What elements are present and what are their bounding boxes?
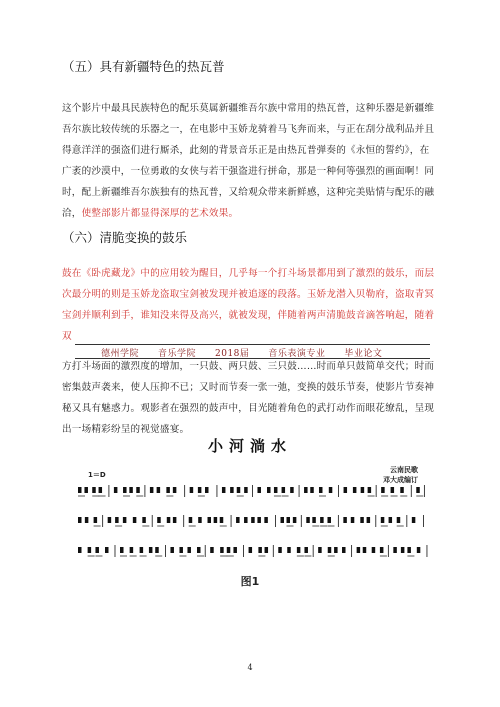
note-glyph bbox=[190, 487, 194, 493]
note-glyph bbox=[220, 547, 224, 553]
note-glyph bbox=[244, 517, 248, 523]
note-glyph bbox=[236, 517, 240, 523]
body-line: 宝剑并顺利到手，谁知没来得及高兴，就被发现，伴随着两声清脆鼓音滴答响起，随着 bbox=[62, 310, 435, 321]
note-glyph bbox=[417, 547, 421, 553]
score-notation bbox=[70, 479, 430, 569]
note-glyph bbox=[123, 487, 127, 493]
note-glyph bbox=[367, 517, 371, 523]
note-glyph bbox=[306, 517, 310, 523]
note-glyph bbox=[173, 517, 177, 523]
note-glyph bbox=[290, 487, 294, 493]
note-glyph bbox=[380, 547, 384, 553]
note-glyph bbox=[155, 547, 159, 553]
note-glyph bbox=[312, 517, 316, 523]
note-glyph bbox=[401, 547, 405, 553]
body-line: 鼓在《卧虎藏龙》中的应用较为醒目，几乎每一个打斗场景都用到了激烈的鼓乐，而层 bbox=[62, 268, 435, 279]
note-glyph bbox=[391, 487, 395, 493]
note-glyph bbox=[334, 547, 338, 553]
note-glyph bbox=[123, 517, 127, 523]
note-glyph bbox=[357, 547, 361, 553]
divider bbox=[75, 344, 430, 345]
note-glyph bbox=[249, 547, 253, 553]
note-glyph bbox=[287, 517, 291, 523]
note-glyph bbox=[304, 487, 308, 493]
note-glyph bbox=[281, 517, 285, 523]
score-origin: 云南民歌 bbox=[390, 466, 418, 474]
note-glyph bbox=[342, 547, 346, 553]
body-line: 时，配上新疆维吾尔族独有的热瓦普，又给观众带来新鲜感，这种完美贴情与配乐的融 bbox=[62, 187, 435, 198]
note-glyph bbox=[320, 517, 324, 523]
note-glyph bbox=[287, 547, 291, 553]
note-glyph bbox=[99, 487, 103, 493]
section-body bbox=[62, 98, 434, 224]
note-glyph bbox=[78, 487, 82, 493]
note-glyph bbox=[95, 547, 99, 553]
note-glyph bbox=[310, 487, 314, 493]
note-glyph bbox=[397, 517, 401, 523]
note-glyph bbox=[344, 487, 348, 493]
note-glyph bbox=[351, 517, 355, 523]
note-glyph bbox=[297, 547, 301, 553]
note-glyph bbox=[363, 547, 367, 553]
note-glyph bbox=[173, 487, 177, 493]
note-glyph bbox=[114, 487, 118, 493]
note-glyph bbox=[328, 547, 332, 553]
note-glyph bbox=[197, 547, 201, 553]
note-glyph bbox=[412, 517, 416, 523]
note-glyph bbox=[368, 487, 372, 493]
note-glyph bbox=[372, 547, 376, 553]
section-body bbox=[62, 356, 434, 440]
note-glyph bbox=[257, 517, 261, 523]
note-glyph bbox=[187, 547, 191, 553]
note-glyph bbox=[233, 547, 237, 553]
note-glyph bbox=[251, 517, 255, 523]
note-glyph bbox=[179, 547, 183, 553]
note-glyph bbox=[227, 547, 231, 553]
note-glyph bbox=[293, 517, 297, 523]
score-key: 1＝D bbox=[88, 471, 106, 479]
note-glyph bbox=[220, 517, 224, 523]
note-glyph bbox=[167, 517, 171, 523]
note-glyph bbox=[129, 487, 133, 493]
note-glyph bbox=[407, 547, 411, 553]
note-glyph bbox=[157, 487, 161, 493]
note-glyph bbox=[327, 517, 331, 523]
note-glyph bbox=[304, 547, 308, 553]
body-line: 吾尔族比较传统的乐器之一，在电影中玉娇龙骑着马飞奔而来，与正在刮分战利品并且 bbox=[62, 124, 435, 135]
note-glyph bbox=[381, 487, 385, 493]
note-glyph bbox=[210, 547, 214, 553]
body-line-last bbox=[62, 203, 434, 224]
page-number: 4 bbox=[247, 663, 253, 672]
note-glyph bbox=[237, 487, 241, 493]
note-glyph bbox=[108, 517, 112, 523]
note-glyph bbox=[157, 517, 161, 523]
note-glyph bbox=[361, 487, 365, 493]
note-glyph bbox=[88, 547, 92, 553]
note-glyph bbox=[318, 547, 322, 553]
score-arranger: 邓大成编订 bbox=[383, 476, 418, 484]
note-glyph bbox=[85, 517, 88, 523]
note-glyph bbox=[329, 487, 333, 493]
note-glyph bbox=[282, 487, 286, 493]
body-line: 广袤的沙漠中，一位勇敢的女侠与若干强盗进行拼命，那是一种何等强烈的画面啊！同 bbox=[62, 166, 435, 177]
note-glyph bbox=[230, 487, 234, 493]
note-glyph bbox=[166, 487, 170, 493]
body-line: 这个影片中最具民族特色的配乐莫属新疆维吾尔族中常用的热瓦普，这种乐器是新疆维 bbox=[62, 103, 435, 114]
note-glyph bbox=[92, 487, 96, 493]
note-glyph bbox=[150, 487, 154, 493]
note-glyph bbox=[115, 517, 119, 523]
note-glyph bbox=[274, 487, 278, 493]
section-heading: （五）具有新疆特色的热瓦普 bbox=[62, 59, 225, 74]
figure-caption: 图1 bbox=[240, 575, 260, 588]
section-heading: （六）清脆变换的鼓乐 bbox=[62, 230, 188, 245]
note-glyph bbox=[189, 517, 193, 523]
score-title: 小河淌水 bbox=[207, 437, 292, 455]
highlighted-text: 使整部影片都显得深厚的艺术效果。 bbox=[81, 208, 239, 219]
note-glyph bbox=[214, 517, 218, 523]
note-glyph bbox=[264, 517, 268, 523]
body-line: 密集鼓声袭来，使人压抑不已；又时而节奏一张一弛，变换的鼓乐节奏，使影片节奏神 bbox=[62, 382, 435, 393]
note-glyph bbox=[257, 487, 261, 493]
note-glyph bbox=[208, 517, 212, 523]
body-line: 双 bbox=[62, 331, 72, 342]
note-glyph bbox=[198, 487, 202, 493]
note-glyph bbox=[416, 487, 420, 493]
body-line: 方打斗场面的激烈度的增加，一只鼓、两只鼓、三只鼓……时而单只鼓简单交代；时而 bbox=[62, 361, 435, 372]
note-glyph bbox=[222, 487, 226, 493]
body-line: 次最分明的则是玉娇龙盗取宝剑被发现并被追逐的段落。玉娇龙潜入贝勒府，盗取青冥 bbox=[62, 289, 435, 300]
note-glyph bbox=[94, 517, 98, 523]
note-glyph bbox=[149, 547, 153, 553]
note-glyph bbox=[319, 487, 323, 493]
note-glyph bbox=[120, 547, 124, 553]
note-glyph bbox=[133, 517, 137, 523]
section-body-highlighted bbox=[62, 263, 434, 347]
note-glyph bbox=[389, 517, 393, 523]
body-line: 秘又具有魅惑力。观影者在强烈的鼓声中，目光随着角色的武打动作而眼花缭乱，呈现 bbox=[62, 403, 435, 414]
note-glyph bbox=[244, 487, 248, 493]
note-glyph bbox=[400, 487, 404, 493]
thesis-footer-text: 德州学院 音乐学院 2018届 音乐表演专业 毕业论文 bbox=[101, 349, 383, 359]
music-score-figure bbox=[70, 435, 430, 570]
body-line: 出一场精彩纷呈的视觉盛宴。 bbox=[62, 424, 190, 435]
note-glyph bbox=[343, 517, 347, 523]
body-text: 洽， bbox=[62, 208, 82, 219]
body-line: 得意洋洋的强盗们进行厮杀，此刻的背景音乐正是由热瓦普弹奏的《永恒的誓约》，在 bbox=[62, 145, 430, 156]
note-glyph bbox=[198, 517, 202, 523]
note-glyph bbox=[353, 487, 357, 493]
note-glyph bbox=[78, 517, 82, 523]
note-glyph bbox=[136, 487, 140, 493]
note-glyph bbox=[381, 517, 385, 523]
note-glyph bbox=[360, 517, 364, 523]
note-glyph bbox=[140, 547, 144, 553]
note-glyph bbox=[142, 517, 146, 523]
note-glyph bbox=[393, 547, 397, 553]
note-glyph bbox=[278, 547, 282, 553]
note-glyph bbox=[130, 547, 134, 553]
note-glyph bbox=[265, 547, 269, 553]
note-glyph bbox=[78, 547, 82, 553]
note-glyph bbox=[205, 487, 209, 493]
note-glyph bbox=[267, 487, 271, 493]
note-glyph bbox=[84, 487, 88, 493]
note-glyph bbox=[258, 547, 262, 553]
note-glyph bbox=[170, 547, 174, 553]
note-glyph bbox=[105, 547, 109, 553]
